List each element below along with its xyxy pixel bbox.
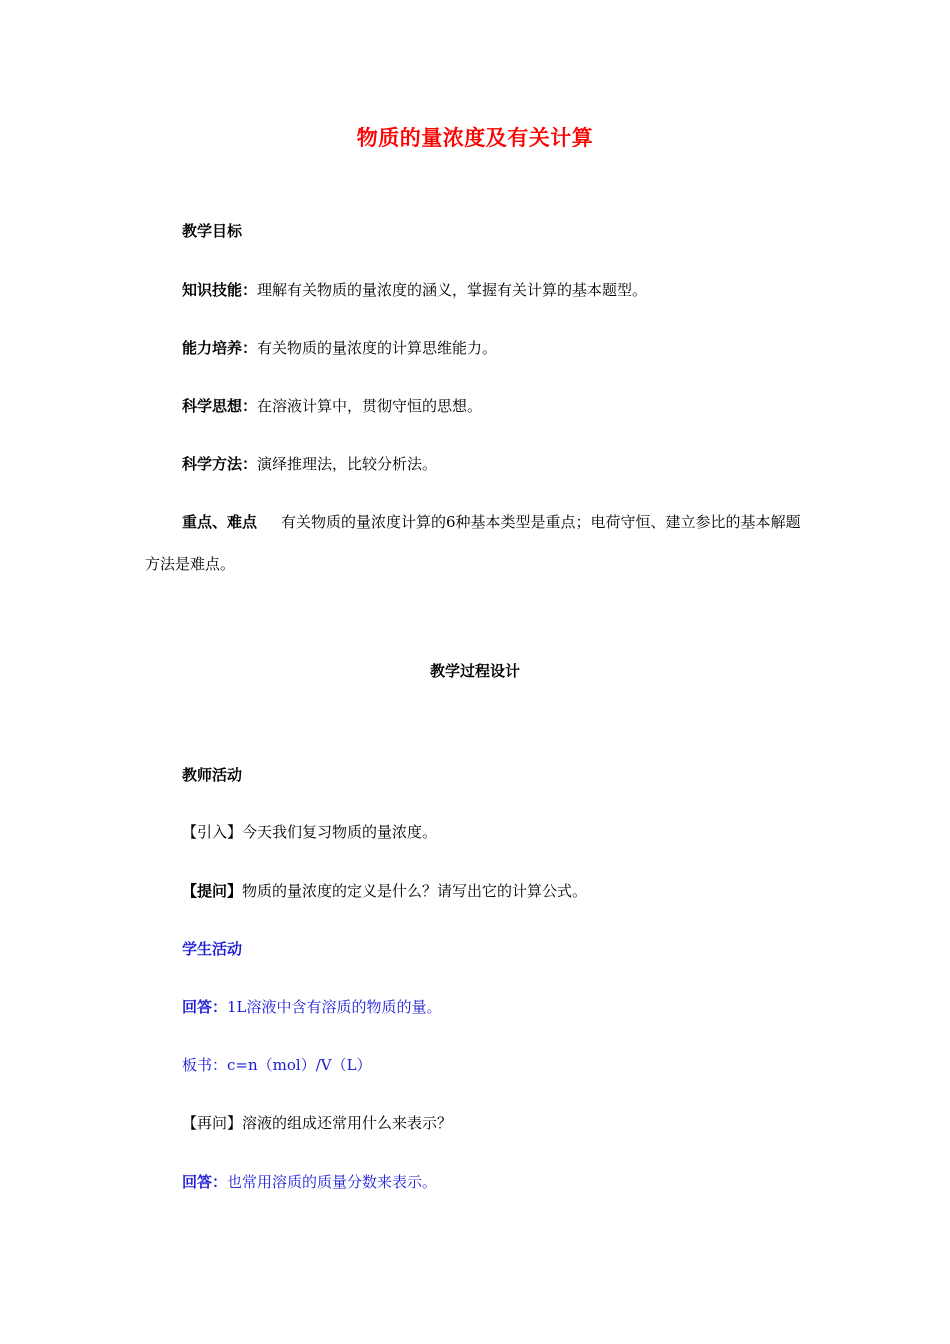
intro-line bbox=[182, 822, 437, 842]
knowledge-skills-line bbox=[182, 280, 647, 300]
method-text: 演绎推理法，比较分析法。 bbox=[257, 455, 438, 473]
document-title: 物质的量浓度及有关计算 bbox=[356, 126, 594, 150]
key-points-paragraph bbox=[145, 501, 805, 585]
board-line bbox=[182, 1055, 372, 1075]
requestion-text: 溶液的组成还常用什么来表示？ bbox=[242, 1114, 453, 1132]
key-points-text: 有关物质的量浓度计算的6种基本类型是重点；电荷守恒、建立参比的基本解题方法是难点。 bbox=[145, 513, 801, 573]
answer1-text: 1L溶液中含有溶质的物质的量。 bbox=[227, 998, 442, 1016]
question-line bbox=[182, 881, 587, 901]
objectives-heading: 教学目标 bbox=[182, 222, 243, 240]
answer1-line bbox=[182, 997, 442, 1017]
process-heading: 教学过程设计 bbox=[429, 662, 520, 680]
student-activity-heading: 学生活动 bbox=[182, 940, 243, 958]
requestion-tag: 【再问】 bbox=[182, 1114, 243, 1132]
thought-label: 科学思想： bbox=[182, 397, 258, 415]
teacher-activity-heading: 教师活动 bbox=[182, 766, 243, 784]
question-text: 物质的量浓度的定义是什么？请写出它的计算公式。 bbox=[242, 882, 588, 900]
answer1-label: 回答： bbox=[182, 998, 228, 1016]
method-label: 科学方法： bbox=[182, 455, 258, 473]
board-formula: c=n（mol）/V（L） bbox=[227, 1056, 372, 1074]
thought-text: 在溶液计算中，贯彻守恒的思想。 bbox=[257, 397, 483, 415]
key-points-label: 重点、难点 bbox=[182, 513, 258, 531]
science-method-line bbox=[182, 454, 437, 474]
requestion-line bbox=[182, 1113, 452, 1133]
intro-text: 今天我们复习物质的量浓度。 bbox=[242, 823, 438, 841]
science-thought-line bbox=[182, 396, 482, 416]
board-label: 板书： bbox=[182, 1056, 228, 1074]
question-tag: 【提问】 bbox=[182, 882, 243, 900]
knowledge-text: 理解有关物质的量浓度的涵义，掌握有关计算的基本题型。 bbox=[257, 281, 648, 299]
answer2-text: 也常用溶质的质量分数来表示。 bbox=[227, 1173, 438, 1191]
intro-tag: 【引入】 bbox=[182, 823, 243, 841]
ability-line bbox=[182, 338, 497, 358]
knowledge-label: 知识技能： bbox=[182, 281, 258, 299]
ability-label: 能力培养： bbox=[182, 339, 258, 357]
answer2-line bbox=[182, 1172, 437, 1192]
ability-text: 有关物质的量浓度的计算思维能力。 bbox=[257, 339, 498, 357]
answer2-label: 回答： bbox=[182, 1173, 228, 1191]
